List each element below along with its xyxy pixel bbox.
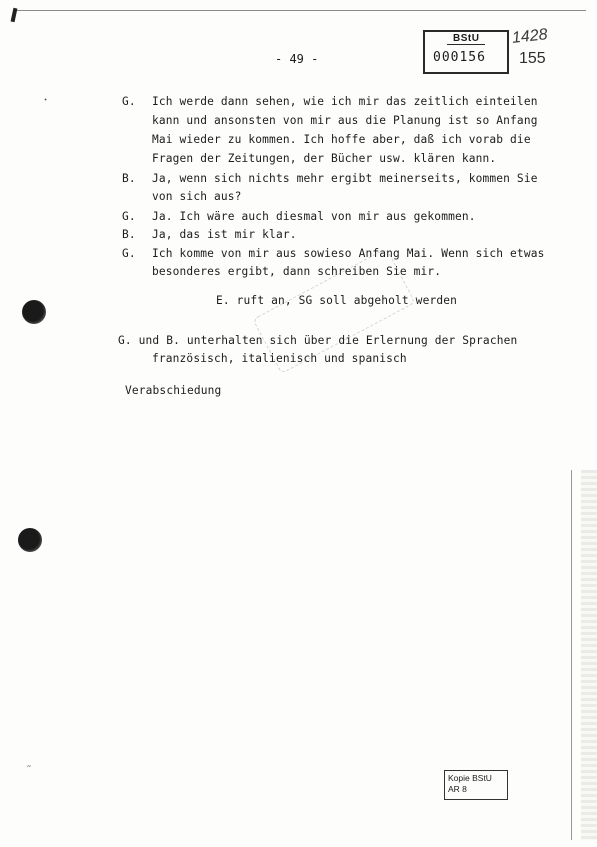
scan-edge-line	[571, 470, 572, 840]
stamp-label: BStU	[447, 33, 485, 45]
copy-stamp-line: Kopie BStU	[448, 773, 492, 783]
closing-line: Verabschiedung	[125, 384, 222, 397]
summary-line: französisch, italienisch und spanisch	[152, 352, 407, 365]
dialogue-line: Ja, das ist mir klar.	[152, 228, 297, 241]
punch-hole	[18, 528, 42, 552]
summary-line: G. und B. unterhalten sich über die Erlernung der Sprachen	[118, 334, 518, 347]
bstu-stamp	[423, 30, 509, 74]
corner-mark	[11, 8, 18, 23]
speaker-label: B.	[122, 172, 136, 185]
scan-top-edge	[16, 10, 586, 11]
dialogue-line: von sich aus?	[152, 190, 242, 203]
speaker-label: G.	[122, 247, 136, 260]
dialogue-line: Ja. Ich wäre auch diesmal von mir aus gekommen.	[152, 210, 476, 223]
speaker-label: G.	[122, 210, 136, 223]
scan-speck: ꞏ	[44, 95, 48, 106]
dialogue-line: Ja, wenn sich nichts mehr ergibt meinerseits, kommen Sie	[152, 172, 538, 185]
scan-speck: ˜	[26, 765, 33, 776]
dialogue-line: Fragen der Zeitungen, der Bücher usw. klären kann.	[152, 152, 497, 165]
stage-note: E. ruft an, SG soll abgeholt werden	[216, 294, 457, 307]
handwritten-number: 1428	[511, 26, 549, 47]
speaker-label: G.	[122, 95, 136, 108]
folio-number: 155	[519, 50, 546, 67]
stamp-number: 000156	[433, 50, 486, 65]
copy-stamp	[444, 770, 508, 800]
dialogue-line: Ich werde dann sehen, wie ich mir das zeitlich einteilen	[152, 95, 538, 108]
speaker-label: B.	[122, 228, 136, 241]
copy-stamp-line: AR 8	[448, 784, 467, 794]
punch-hole	[22, 300, 46, 324]
dialogue-line: Mai wieder zu kommen. Ich hoffe aber, daß ich vorab die	[152, 133, 531, 146]
page-number: - 49 -	[275, 52, 319, 66]
dialogue-line: Ich komme von mir aus sowieso Anfang Mai. Wenn sich etwas	[152, 247, 545, 260]
dialogue-line: besonderes ergibt, dann schreiben Sie mir.	[152, 265, 442, 278]
dialogue-line: kann und ansonsten von mir aus die Planung ist so Anfang	[152, 114, 538, 127]
scan-right-edge	[581, 470, 597, 840]
